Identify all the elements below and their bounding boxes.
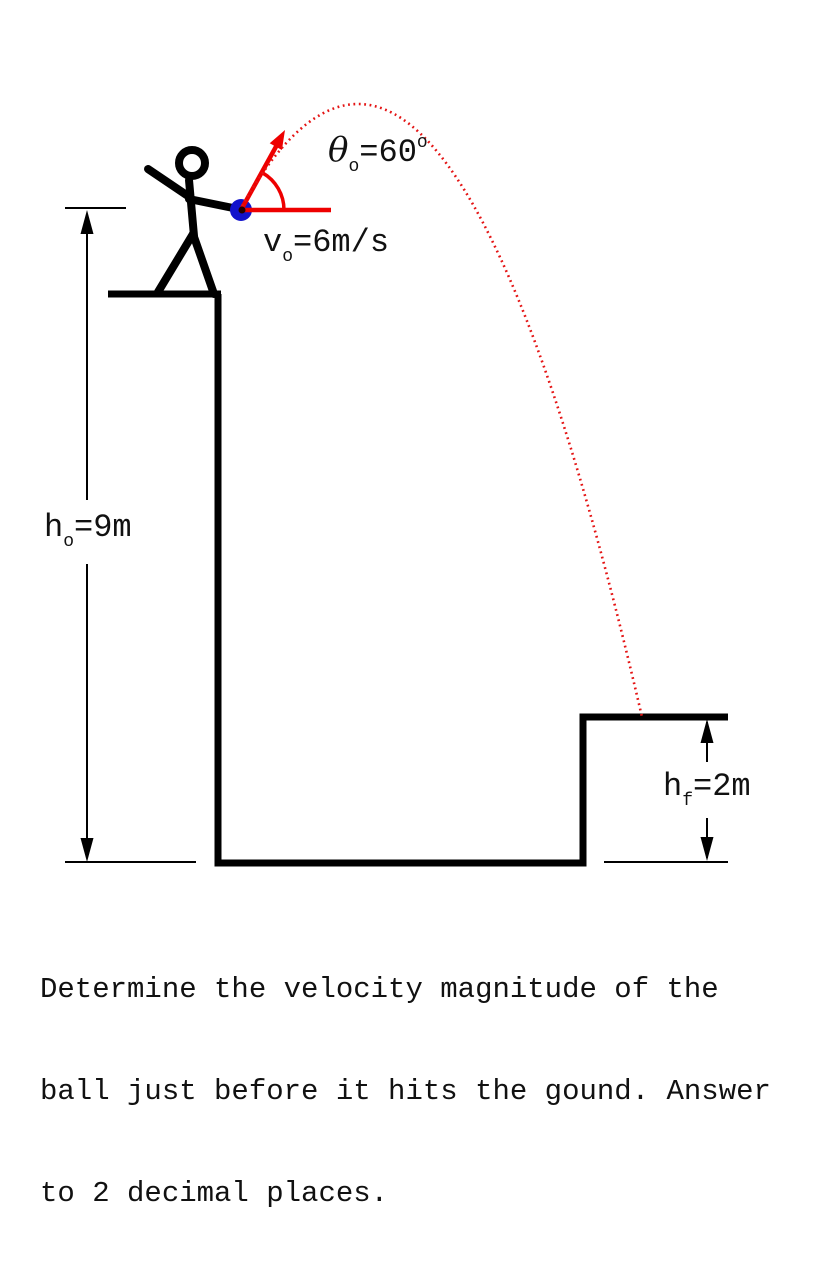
degree-symbol: o (416, 133, 428, 153)
launch-angle-arc (263, 173, 285, 210)
angle-label (328, 130, 428, 177)
projectile-trajectory-dotted (242, 104, 642, 717)
figure-leg-left (158, 234, 193, 292)
velocity-subscript: o (282, 247, 294, 267)
h0-subscript: o (63, 532, 75, 552)
hf-value: =2m (693, 768, 751, 805)
h0-arrowhead-up-icon (81, 210, 94, 234)
hf-symbol: h (663, 768, 683, 805)
stick-figure (148, 150, 238, 294)
velocity-value: =6m/s (293, 224, 390, 261)
question-text (40, 905, 771, 1279)
question-line: ball just before it hits the gound. Answer (40, 1075, 771, 1108)
final-height-label (663, 768, 751, 811)
theta-subscript: o (348, 157, 360, 177)
hf-arrowhead-down-icon (701, 837, 714, 861)
h0-symbol: h (44, 509, 64, 546)
figure-head (179, 150, 205, 176)
angle-value: =60 (359, 134, 417, 171)
figure-leg-right (193, 234, 214, 294)
h0-arrowhead-down-icon (81, 838, 94, 862)
hf-subscript: f (682, 791, 694, 811)
ball-center-dot (239, 207, 246, 214)
question-line: to 2 decimal places. (40, 1177, 389, 1210)
h0-value: =9m (74, 509, 132, 546)
hf-arrowhead-up-icon (701, 719, 714, 743)
question-line: Determine the velocity magnitude of the (40, 973, 719, 1006)
figure-body (189, 180, 194, 236)
velocity-symbol: v (263, 224, 283, 261)
cliff-ground-ledge-outline (218, 294, 728, 863)
initial-height-label (44, 509, 132, 552)
theta-symbol: θ (328, 130, 349, 170)
velocity-label (263, 224, 390, 267)
